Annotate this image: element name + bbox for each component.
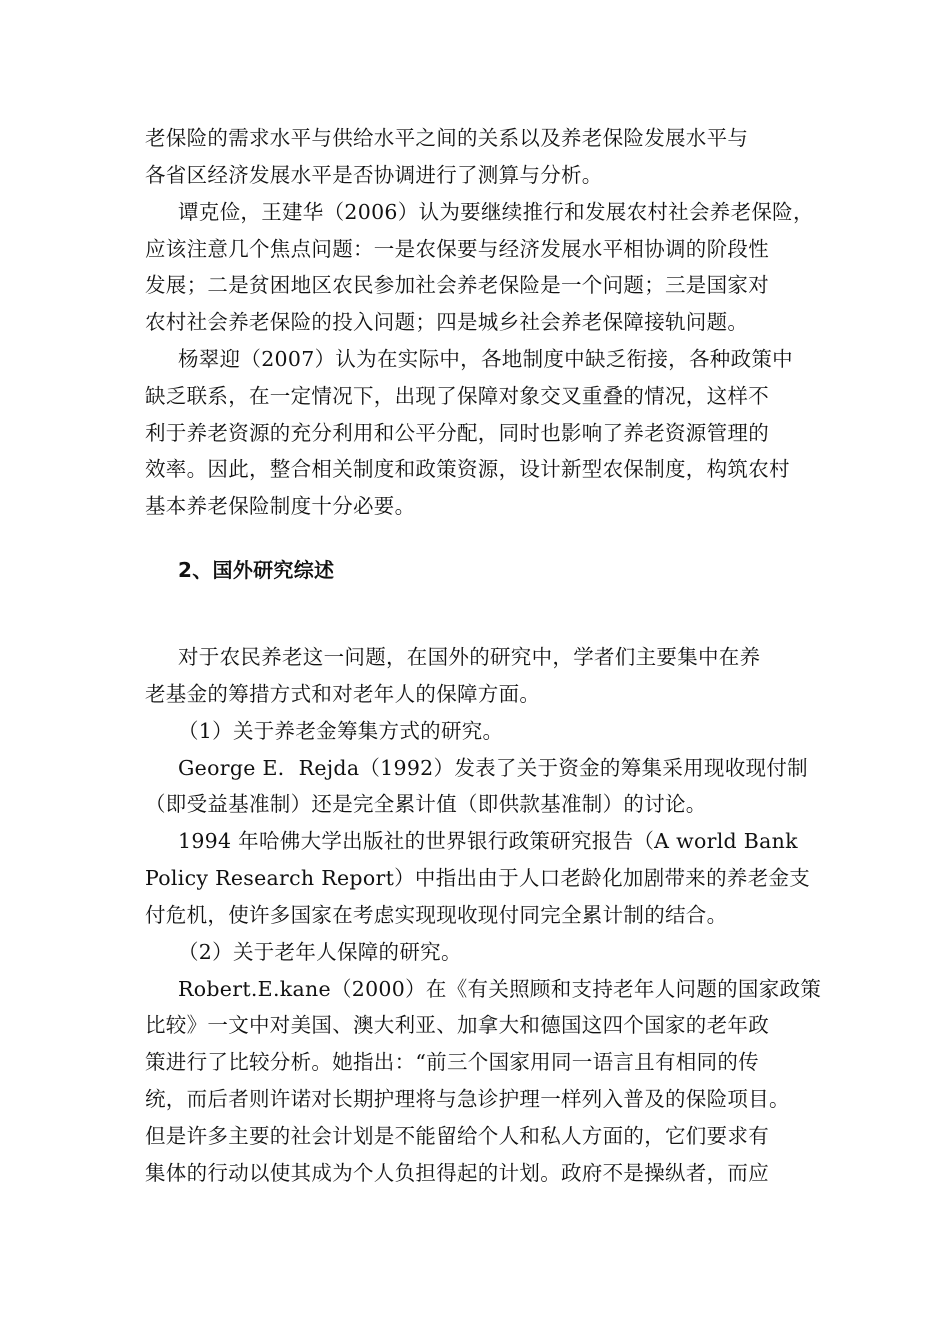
body-line: 应该注意几个焦点问题：一是农保要与经济发展水平相协调的阶段性 <box>145 237 769 261</box>
body-line: 策进行了比较分析。她指出：“前三个国家用同一语言且有相同的传 <box>145 1050 759 1074</box>
body-line: 缺乏联系，在一定情况下，出现了保障对象交叉重叠的情况，这样不 <box>145 384 769 408</box>
body-line: 老基金的筹措方式和对老年人的保障方面。 <box>145 682 541 706</box>
body-line: （即受益基准制）还是完全累计值（即供款基准制）的讨论。 <box>145 792 707 816</box>
section-heading: 2、国外研究综述 <box>178 558 335 582</box>
body-line: George E．Rejda（1992）发表了关于资金的筹集采用现收现付制 <box>178 756 808 780</box>
body-line: 老保险的需求水平与供给水平之间的关系以及养老保险发展水平与 <box>145 126 749 150</box>
body-line: 基本养老保险制度十分必要。 <box>145 494 416 518</box>
body-line: （1）关于养老金筹集方式的研究。 <box>178 719 504 743</box>
body-line: 杨翠迎（2007）认为在实际中，各地制度中缺乏衔接，各种政策中 <box>178 347 793 371</box>
body-line: （2）关于老年人保障的研究。 <box>178 940 462 964</box>
body-line: 利于养老资源的充分利用和公平分配，同时也影响了养老资源管理的 <box>145 421 769 445</box>
body-line: 谭克俭，王建华（2006）认为要继续推行和发展农村社会养老保险， <box>178 200 814 224</box>
body-line: 比较》一文中对美国、澳大利亚、加拿大和德国这四个国家的老年政 <box>145 1013 769 1037</box>
body-line: Robert.E.kane（2000）在《有关照顾和支持老年人问题的国家政策 <box>178 977 822 1001</box>
body-line: Policy Research Report）中指出由于人口老龄化加剧带来的养老金支 <box>145 866 811 890</box>
body-line: 各省区经济发展水平是否协调进行了测算与分析。 <box>145 163 603 187</box>
body-line: 统，而后者则许诺对长期护理将与急诊护理一样列入普及的保险项目。 <box>145 1087 790 1111</box>
body-line: 效率。因此，整合相关制度和政策资源，设计新型农保制度，构筑农村 <box>145 457 790 481</box>
body-line: 农村社会养老保险的投入问题；四是城乡社会养老保障接轨问题。 <box>145 310 749 334</box>
body-line: 发展；二是贫困地区农民参加社会养老保险是一个问题；三是国家对 <box>145 273 769 297</box>
body-line: 对于农民养老这一问题，在国外的研究中，学者们主要集中在养 <box>178 645 761 669</box>
body-line: 1994 年哈佛大学出版社的世界银行政策研究报告（A world Bank <box>178 829 798 853</box>
body-line: 集体的行动以使其成为个人负担得起的计划。政府不是操纵者，而应 <box>145 1161 769 1185</box>
body-line: 付危机，使许多国家在考虑实现现收现付同完全累计制的结合。 <box>145 903 728 927</box>
body-line: 但是许多主要的社会计划是不能留给个人和私人方面的，它们要求有 <box>145 1124 769 1148</box>
